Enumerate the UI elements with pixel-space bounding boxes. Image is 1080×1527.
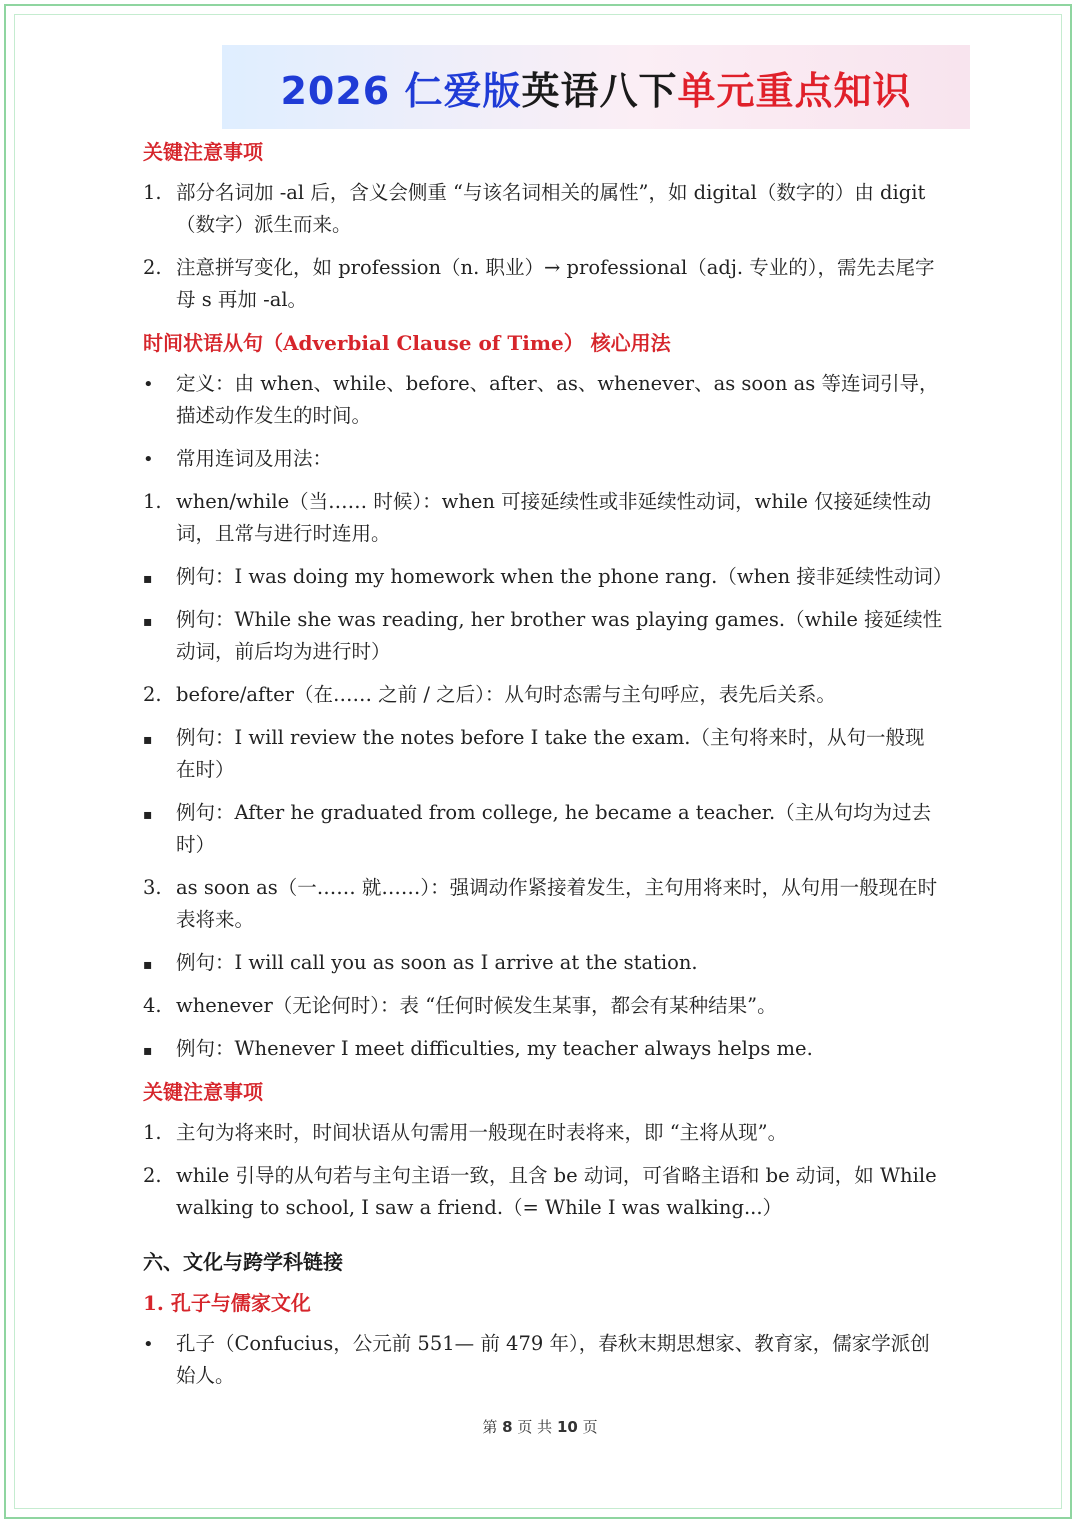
list-item-text: whenever（无论何时）：表 “任何时候发生某事，都会有某种结果”。 <box>176 994 777 1017</box>
total-page-number: 10 <box>556 1418 578 1436</box>
list-item-text: as soon as（一…… 就……）：强调动作紧接着发生，主句用将来时，从句用一般现在时表将来。 <box>176 876 938 931</box>
example-item <box>143 561 953 593</box>
list-number: 2. <box>143 256 162 279</box>
square-bullet-icon <box>143 722 171 756</box>
title-publisher: 仁爱版 <box>404 68 522 113</box>
square-bullet-icon <box>143 561 171 595</box>
current-page-number: 8 <box>502 1418 513 1436</box>
subheading-confucius: 1. 孔子与儒家文化 <box>143 1291 311 1315</box>
bullet-item <box>143 1328 943 1392</box>
list-item <box>143 990 943 1022</box>
example-text: 例句：I will call you as soon as I arrive at the station. <box>176 951 698 974</box>
section-heading-culture: 六、文化与跨学科链接 <box>143 1250 343 1274</box>
example-text: 例句：After he graduated from college, he became a teacher.（主从句均为过去时） <box>176 801 932 856</box>
example-item <box>143 722 943 786</box>
footer-suffix: 页 <box>582 1418 598 1436</box>
title-subject: 英语八下 <box>521 68 678 113</box>
page-title <box>280 60 911 115</box>
example-text: 例句：Whenever I meet difficulties, my teacher always helps me. <box>176 1037 813 1060</box>
footer-middle: 页 共 <box>517 1418 553 1436</box>
list-item-text: 主句为将来时，时间状语从句需用一般现在时表将来，即 “主将从现”。 <box>176 1121 788 1144</box>
example-text: 例句：I was doing my homework when the phone rang.（when 接非延续性动词） <box>176 565 953 588</box>
bullet-icon <box>143 443 171 476</box>
list-item-text: when/while（当…… 时候）：when 可接延续性或非延续性动词，while 仅接延续性动词，且常与进行时连用。 <box>176 490 932 545</box>
title-topic: 单元重点知识 <box>677 68 912 113</box>
list-item-text: 部分名词加 -al 后，含义会侧重 “与该名词相关的属性”，如 digital（数字的）由 digit（数字）派生而来。 <box>176 181 926 236</box>
example-item <box>143 604 943 668</box>
list-number: 4. <box>143 994 162 1017</box>
list-item <box>143 252 943 316</box>
list-item-text: before/after（在…… 之前 / 之后）：从句时态需与主句呼应，表先后关系。 <box>176 683 836 706</box>
section-heading-key-notes-2: 关键注意事项 <box>143 1080 263 1104</box>
list-item <box>143 872 943 936</box>
list-number: 3. <box>143 876 162 899</box>
bullet-item <box>143 368 943 432</box>
list-item <box>143 1160 943 1224</box>
footer-prefix: 第 <box>482 1418 498 1436</box>
example-item <box>143 947 943 979</box>
title-year: 2026 <box>280 68 391 113</box>
title-banner <box>222 45 970 129</box>
list-number: 2. <box>143 683 162 706</box>
section-heading-adverbial-clause: 时间状语从句（Adverbial Clause of Time） 核心用法 <box>143 331 671 355</box>
list-item <box>143 486 943 550</box>
list-item <box>143 679 943 711</box>
list-item <box>143 1117 943 1149</box>
bullet-item <box>143 443 943 475</box>
example-text: 例句：I will review the notes before I take the exam.（主句将来时，从句一般现在时） <box>176 726 925 781</box>
list-item-text: while 引导的从句若与主句主语一致，且含 be 动词，可省略主语和 be 动词，如 While walking to school, I saw a friend.（= While I was walking...） <box>176 1164 937 1219</box>
common-conjunctions-text: 常用连词及用法： <box>176 447 333 470</box>
bullet-icon <box>143 368 171 401</box>
list-number: 1. <box>143 181 162 204</box>
example-text: 例句：While she was reading, her brother was playing games.（while 接延续性动词，前后均为进行时） <box>176 608 943 663</box>
square-bullet-icon <box>143 604 171 638</box>
definition-text: 定义：由 when、while、before、after、as、whenever、as soon as 等连词引导，描述动作发生的时间。 <box>176 372 939 427</box>
page-footer <box>0 1416 1080 1437</box>
bullet-icon <box>143 1328 171 1361</box>
list-number: 2. <box>143 1164 162 1187</box>
list-item-text: 注意拼写变化，如 profession（n. 职业）→ professional（adj. 专业的），需先去尾字母 s 再加 -al。 <box>176 256 935 311</box>
confucius-text: 孔子（Confucius，公元前 551— 前 479 年），春秋末期思想家、教育家，儒家学派创始人。 <box>176 1332 930 1387</box>
document-body <box>143 130 953 1403</box>
list-number: 1. <box>143 490 162 513</box>
square-bullet-icon <box>143 947 171 981</box>
square-bullet-icon <box>143 1033 171 1067</box>
example-item <box>143 1033 943 1065</box>
list-item <box>143 177 943 241</box>
section-heading-key-notes-1: 关键注意事项 <box>143 140 263 164</box>
square-bullet-icon <box>143 797 171 831</box>
example-item <box>143 797 943 861</box>
list-number: 1. <box>143 1121 162 1144</box>
